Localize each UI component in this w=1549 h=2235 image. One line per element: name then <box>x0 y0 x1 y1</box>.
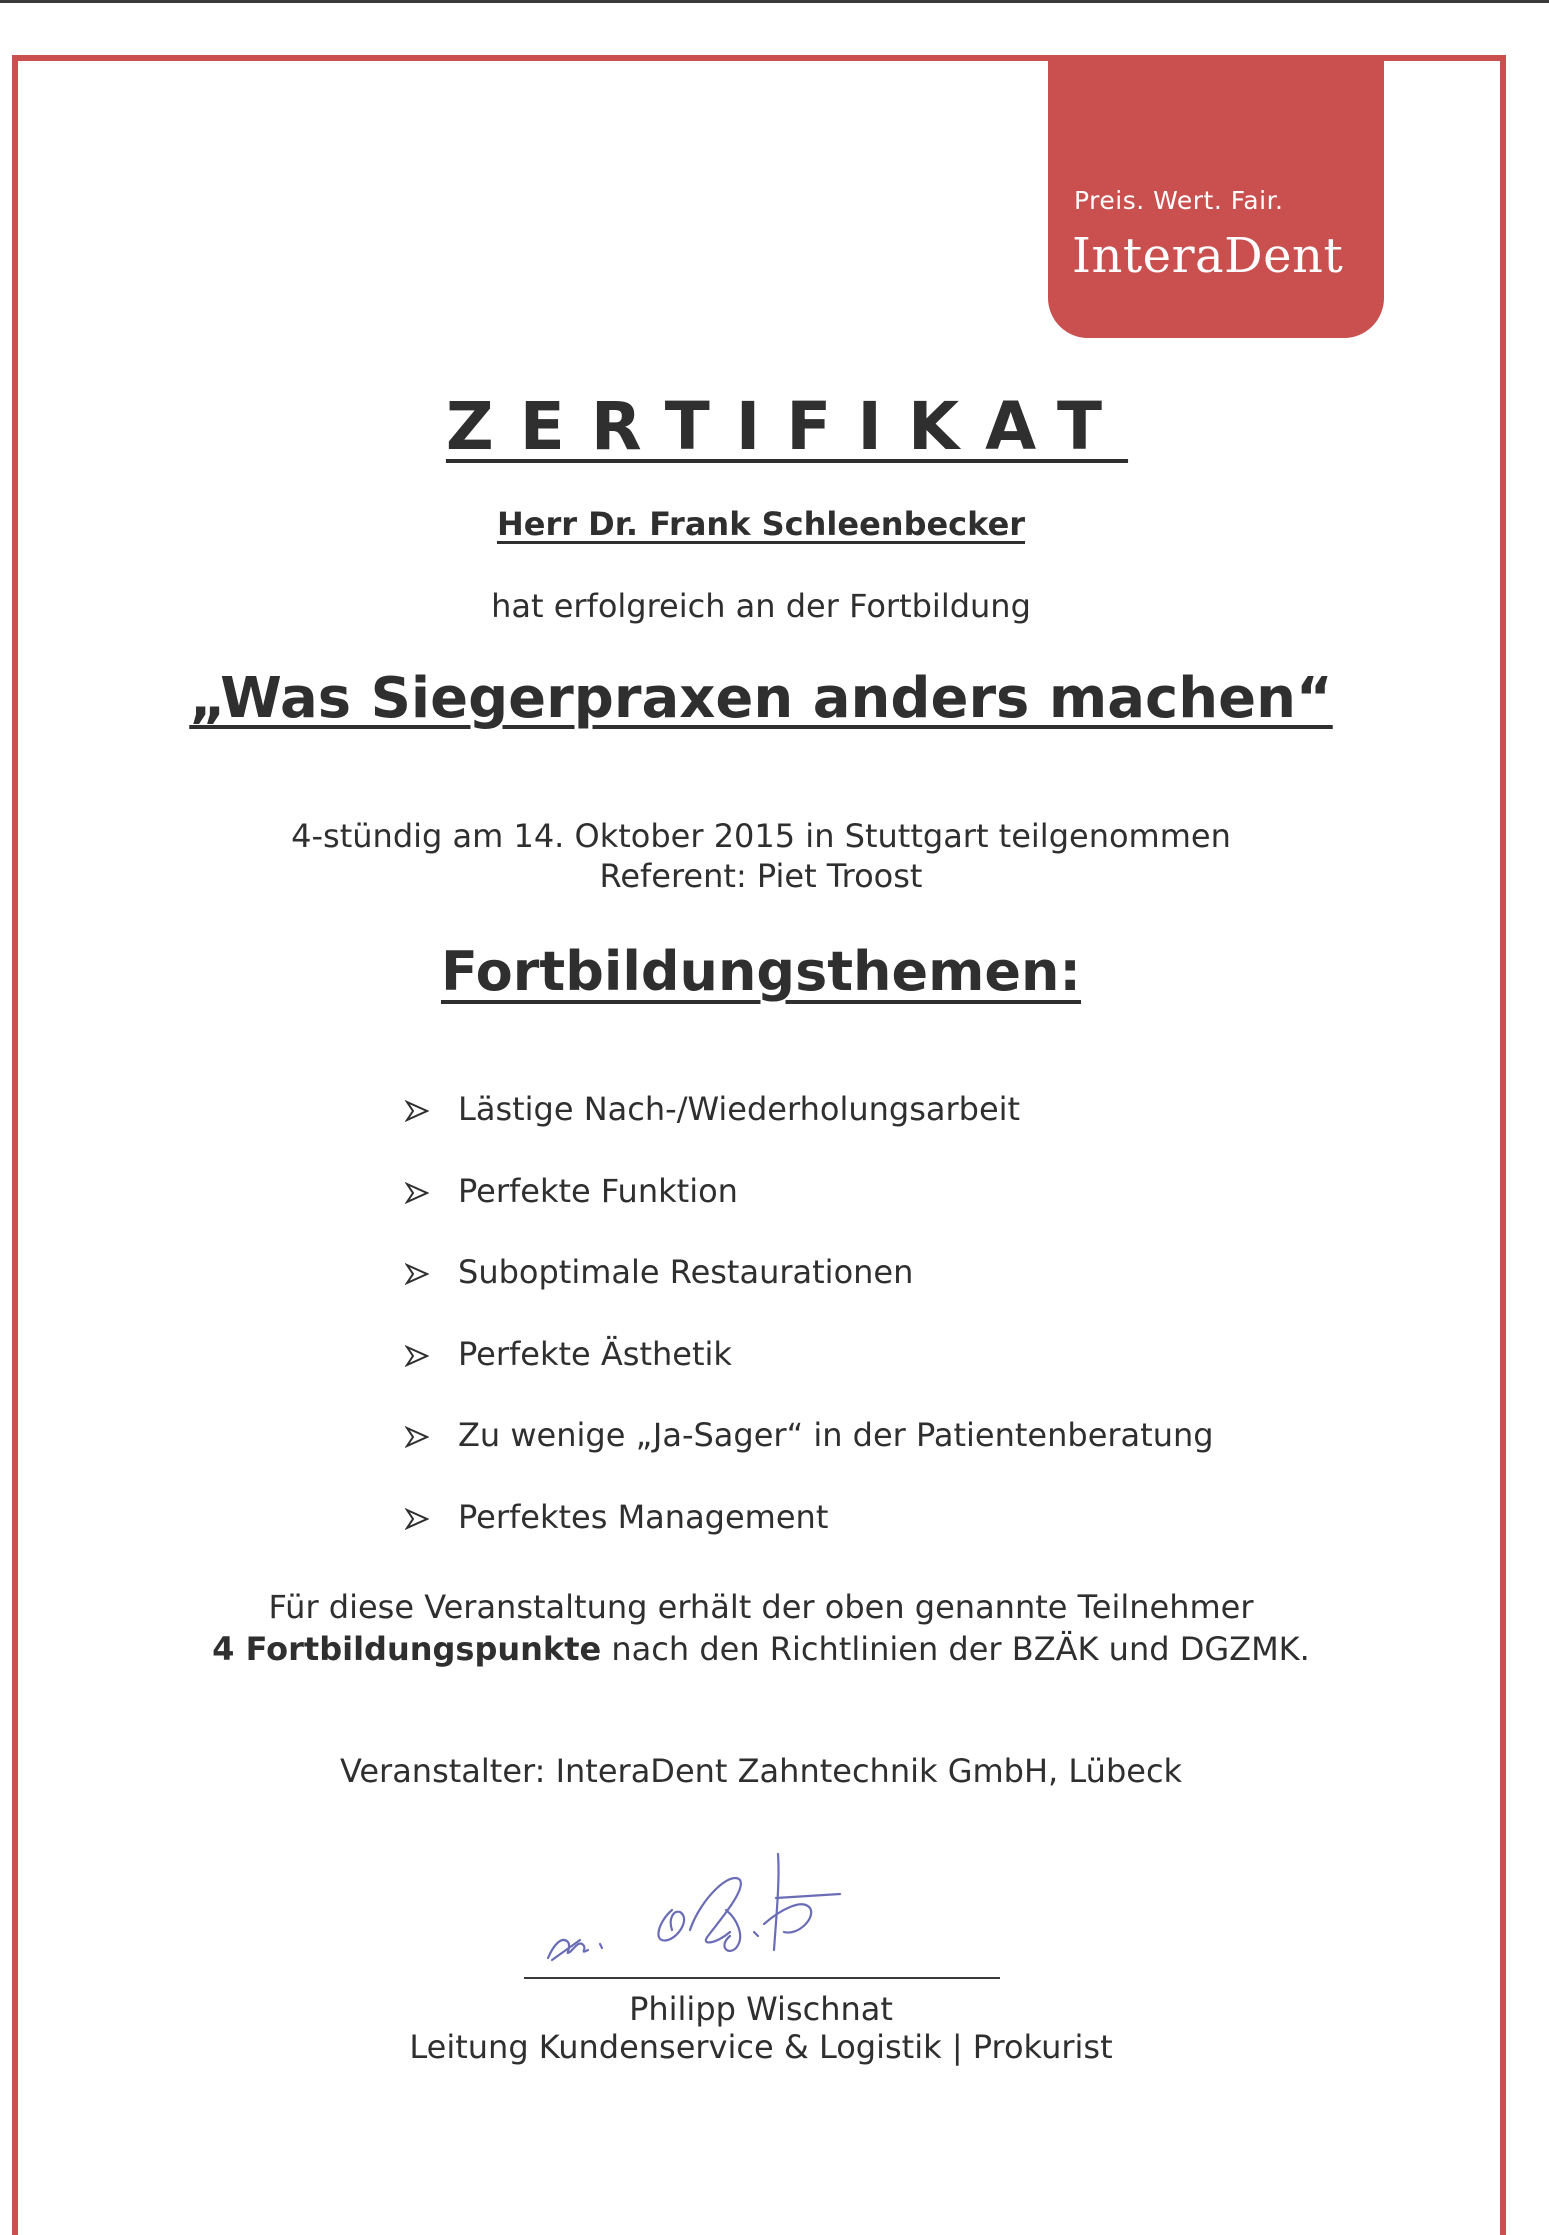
brand-logo-box <box>1048 58 1384 338</box>
course-title: „Was Siegerpraxen anders machen“ <box>189 666 1333 731</box>
arrow-bullet-icon <box>405 1345 429 1367</box>
brand-slogan: Preis. Wert. Fair. <box>1074 186 1284 215</box>
brand-name: InteraDent <box>1072 228 1344 284</box>
topic-label: Lästige Nach-/Wiederholungsarbeit <box>458 1090 1021 1128</box>
arrow-bullet-icon <box>405 1263 429 1285</box>
list-item <box>405 1498 1214 1580</box>
list-item <box>405 1335 1214 1417</box>
arrow-bullet-icon <box>405 1100 429 1122</box>
signer-name: Philipp Wischnat <box>629 1990 893 2028</box>
topic-label: Perfekte Funktion <box>458 1171 738 1210</box>
signature-line <box>524 1977 1000 1979</box>
top-edge-line <box>0 0 1549 3</box>
speaker-line: Referent: Piet Troost <box>599 857 923 895</box>
course-details: 4-stündig am 14. Oktober 2015 in Stuttgart teilgenommen <box>291 817 1231 855</box>
recipient-name: Herr Dr. Frank Schleenbecker <box>496 505 1026 543</box>
topics-heading: Fortbildungsthemen: <box>440 940 1082 1003</box>
topic-label: Perfektes Management <box>458 1497 829 1536</box>
list-item <box>405 1090 1214 1172</box>
arrow-bullet-icon <box>405 1182 429 1204</box>
arrow-bullet-icon <box>405 1426 429 1448</box>
signature-scribble <box>540 1840 940 1970</box>
list-item <box>405 1416 1214 1498</box>
topic-label: Suboptimale Restaurationen <box>458 1253 914 1292</box>
credit-points: 4 Fortbildungspunkte <box>212 1630 602 1668</box>
topic-label: Zu wenige „Ja-Sager“ in der Patientenberatung <box>458 1416 1214 1455</box>
topics-list <box>405 1090 1214 1580</box>
topic-label: Perfekte Ästhetik <box>458 1334 732 1373</box>
intro-text: hat erfolgreich an der Fortbildung <box>491 587 1031 625</box>
credits-rest: nach den Richtlinien der BZÄK und DGZMK. <box>601 1630 1310 1668</box>
credits-line-1: Für diese Veranstaltung erhält der oben genannte Teilnehmer <box>268 1588 1254 1626</box>
list-item <box>405 1253 1214 1335</box>
certificate-title: ZERTIFIKAT <box>445 388 1129 465</box>
credits-line-2 <box>0 1630 1522 1668</box>
signer-role: Leitung Kundenservice & Logistik | Prokurist <box>409 2028 1113 2066</box>
organizer-line: Veranstalter: InteraDent Zahntechnik GmbH, Lübeck <box>339 1752 1183 1790</box>
list-item <box>405 1172 1214 1254</box>
arrow-bullet-icon <box>405 1508 429 1530</box>
